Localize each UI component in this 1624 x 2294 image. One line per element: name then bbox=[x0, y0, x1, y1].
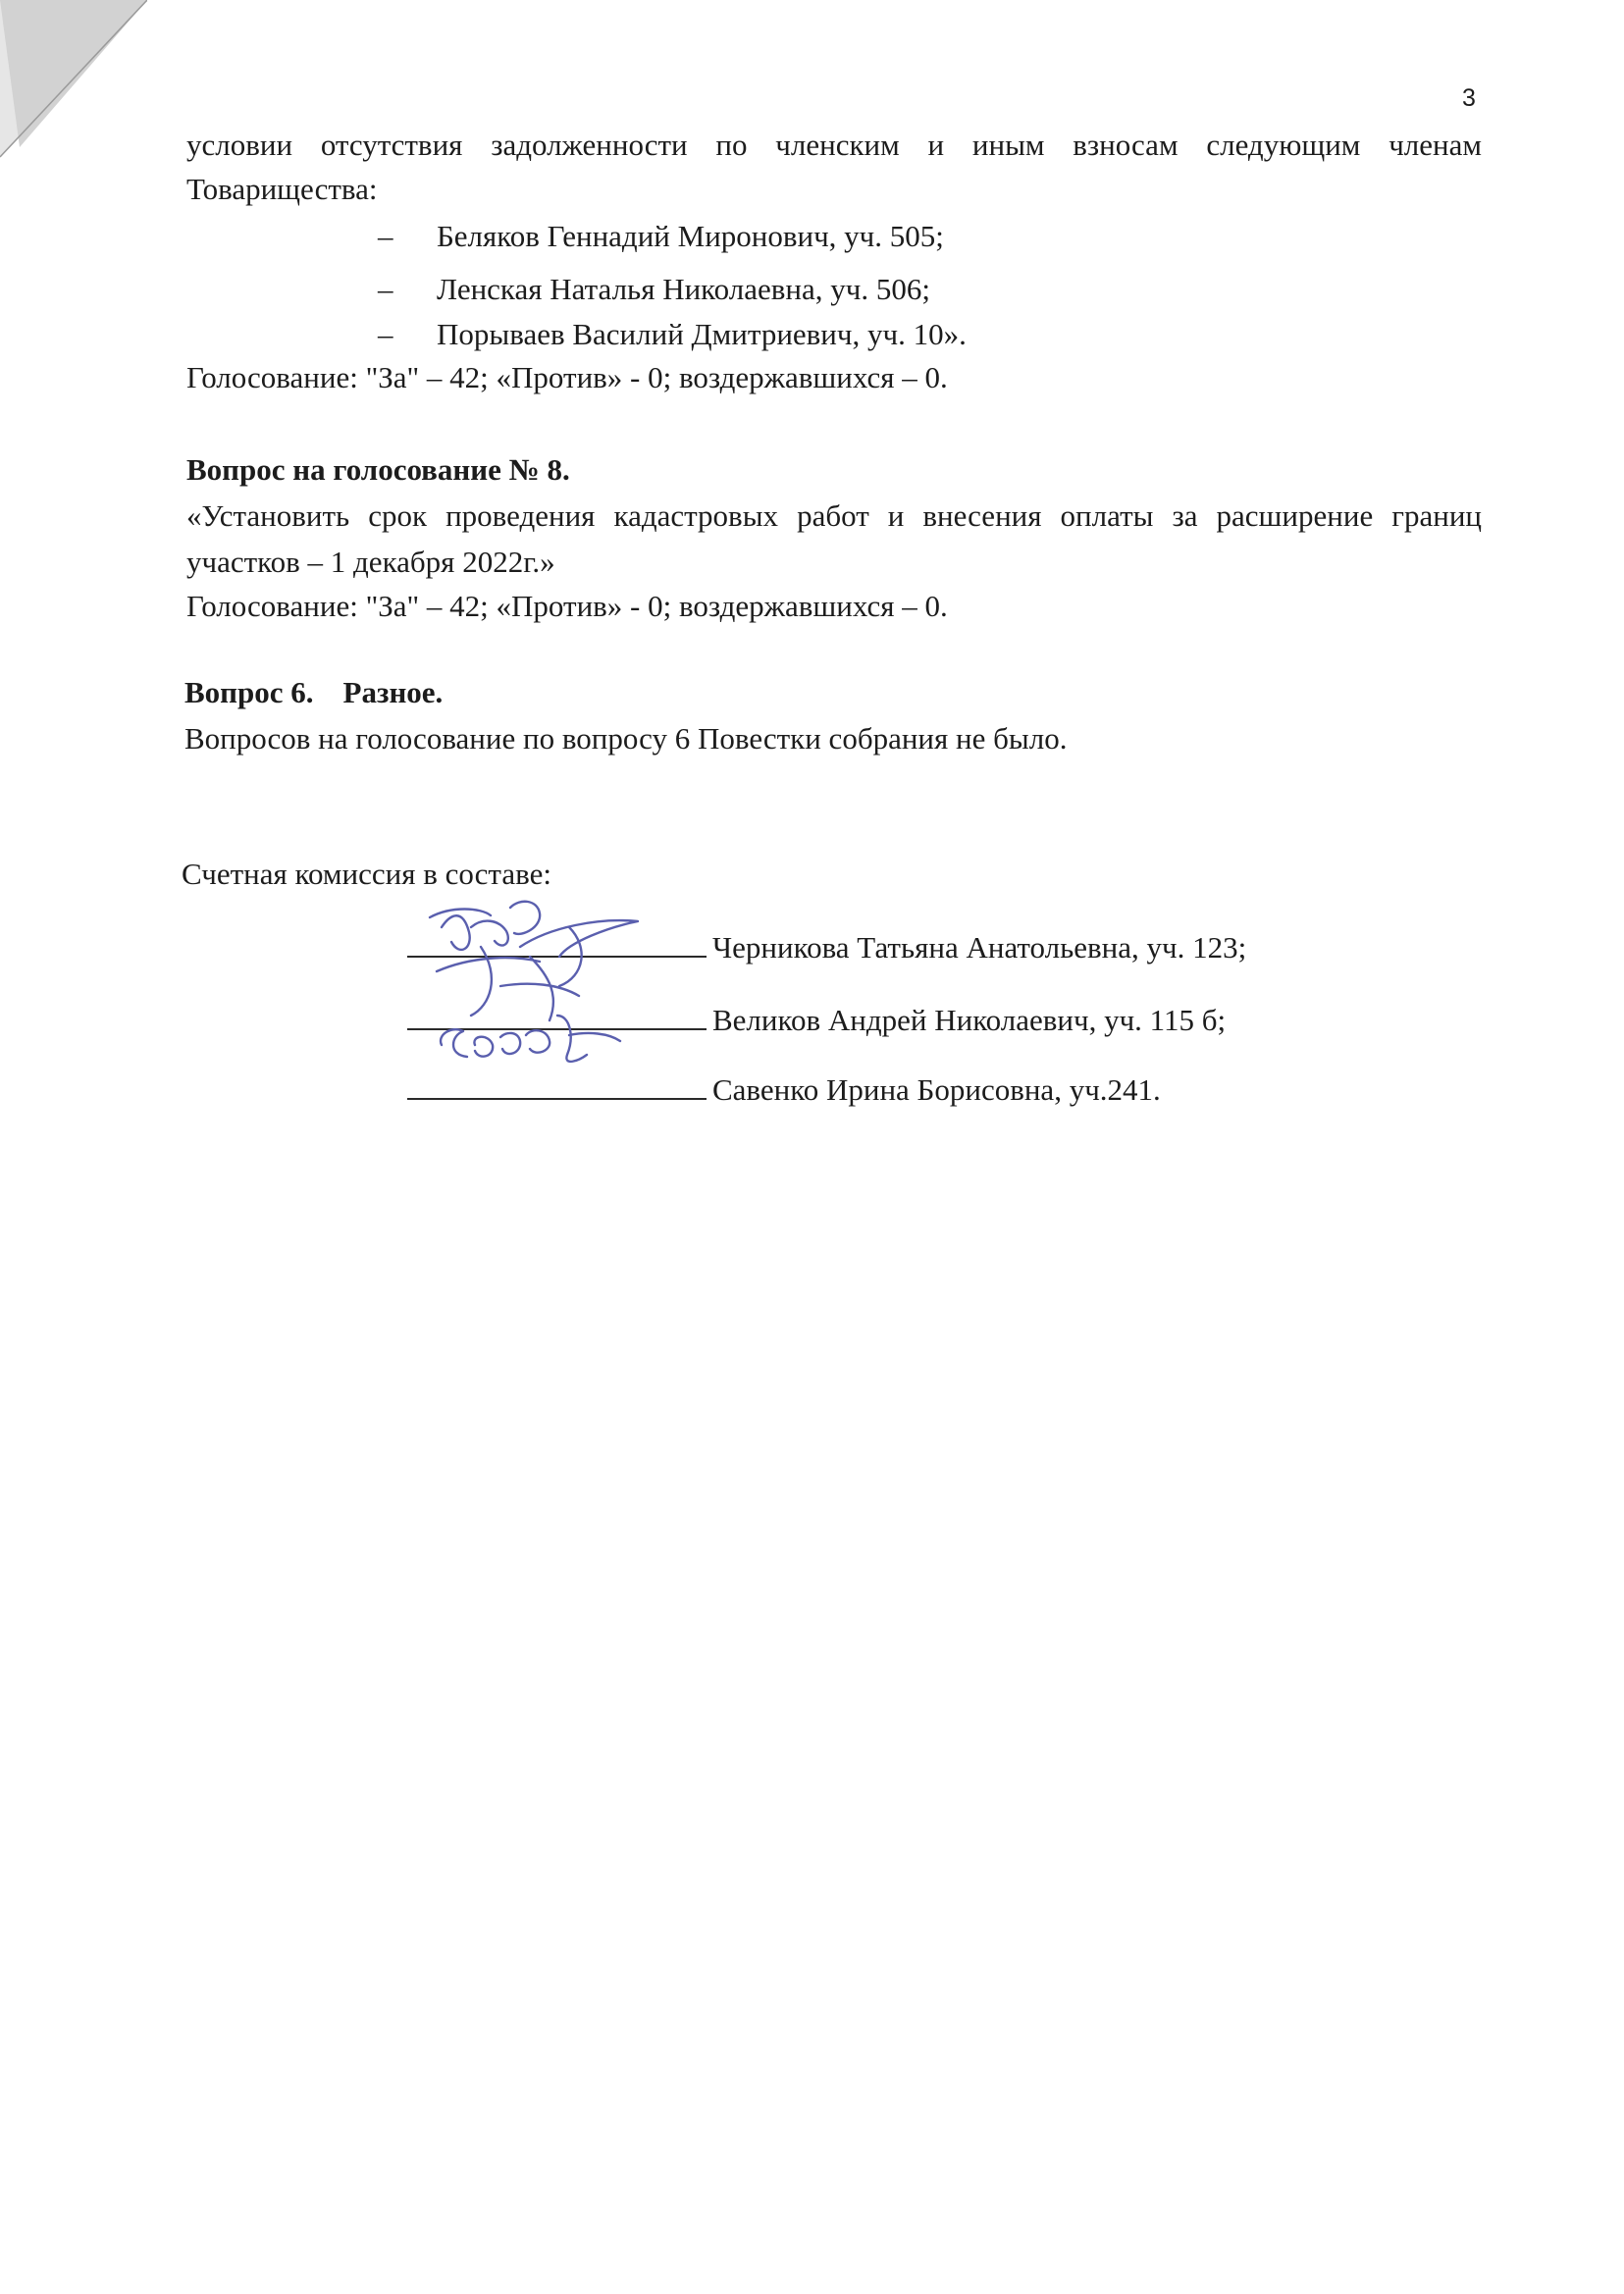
question-6-title: Разное. bbox=[342, 675, 444, 709]
dash-marker: – bbox=[378, 272, 393, 306]
question-6-text: Вопросов на голосование по вопросу 6 Повестки собрания не было. bbox=[184, 721, 1068, 756]
dash-marker: – bbox=[378, 219, 393, 253]
dash-marker: – bbox=[378, 317, 393, 351]
commission-member-name: Великов Андрей Николаевич, уч. 115 б; bbox=[712, 1003, 1227, 1037]
vote-result-8: Голосование: "За" – 42; «Против» - 0; воздержавшихся – 0. bbox=[186, 589, 948, 623]
intro-line-2: Товарищества: bbox=[186, 172, 378, 206]
question-8-text-line-1: «Установить срок проведения кадастровых работ и внесения оплаты за расширение границ bbox=[186, 498, 1482, 533]
question-8-heading: Вопрос на голосование № 8. bbox=[186, 452, 570, 487]
commission-member-name: Черникова Татьяна Анатольевна, уч. 123; bbox=[712, 930, 1247, 965]
handwritten-signatures bbox=[412, 888, 707, 1104]
member-list-item bbox=[378, 312, 967, 356]
intro-line-1: условии отсутствия задолженности по членским и иным взносам следующим членам bbox=[186, 128, 1482, 162]
member-name: Беляков Геннадий Миронович, уч. 505; bbox=[437, 219, 944, 253]
commission-title: Счетная комиссия в составе: bbox=[182, 857, 551, 891]
question-6-heading bbox=[184, 670, 443, 714]
member-name: Ленская Наталья Николаевна, уч. 506; bbox=[437, 272, 930, 306]
question-8-text-line-2: участков – 1 декабря 2022г.» bbox=[186, 545, 555, 579]
vote-result-1: Голосование: "За" – 42; «Против» - 0; воздержавшихся – 0. bbox=[186, 360, 948, 394]
commission-member-name: Савенко Ирина Борисовна, уч.241. bbox=[712, 1072, 1161, 1107]
scan-fold-corner bbox=[0, 0, 147, 167]
page-number: 3 bbox=[1462, 84, 1476, 112]
question-6-number: Вопрос 6. bbox=[184, 675, 314, 709]
member-list-item bbox=[378, 214, 944, 258]
member-list-item bbox=[378, 267, 930, 311]
member-name: Порываев Василий Дмитриевич, уч. 10». bbox=[437, 317, 967, 351]
